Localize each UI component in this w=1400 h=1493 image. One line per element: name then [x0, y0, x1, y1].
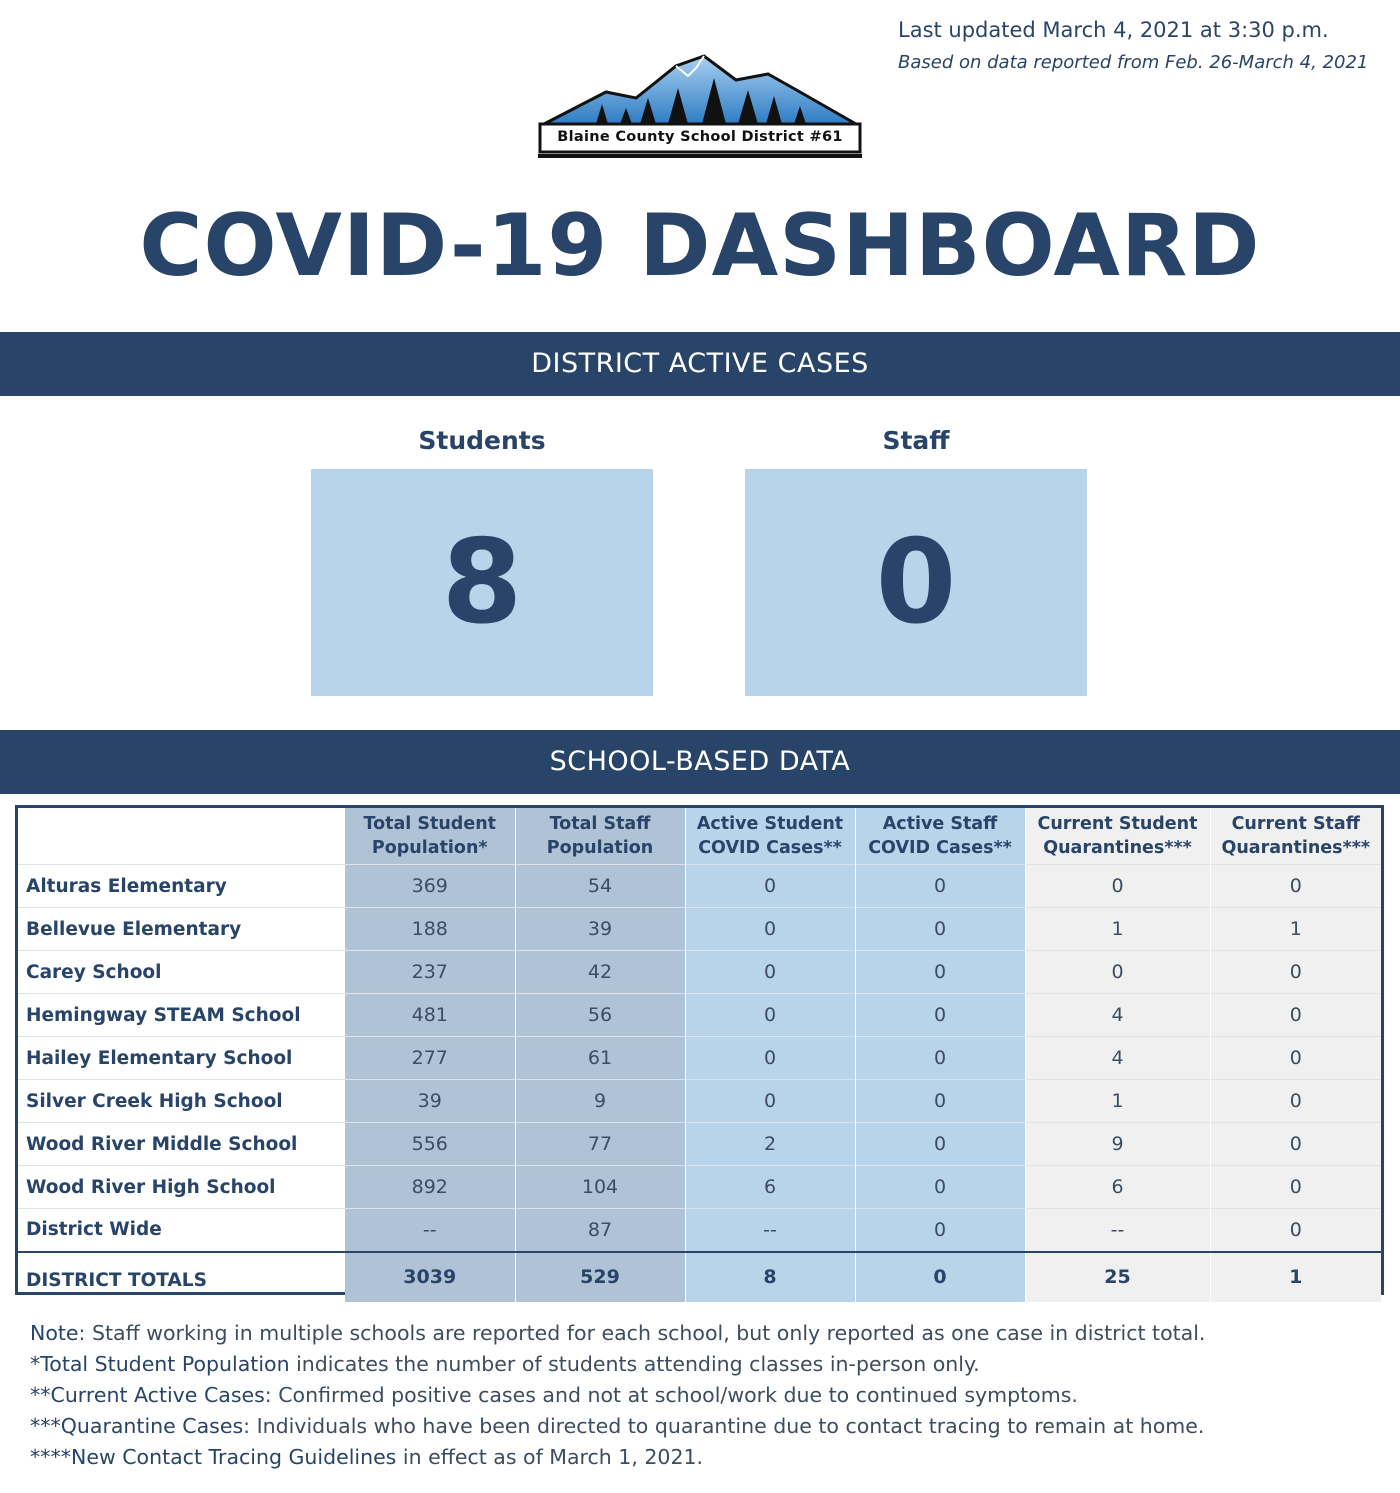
- table-cell: 104: [515, 1166, 685, 1209]
- note-line: **Current Active Cases: Confirmed positive cases and not at school/work due to continued symptoms.: [30, 1383, 1078, 1407]
- table-cell: 1: [1025, 1080, 1210, 1123]
- table-cell: 0: [1025, 865, 1210, 908]
- staff-label: Staff: [882, 426, 950, 455]
- note-line: ***Quarantine Cases: Individuals who have been directed to quarantine due to contact tracing to remain at home.: [30, 1414, 1205, 1438]
- data-range-note: Based on data reported from Feb. 26-March 4, 2021: [898, 52, 1369, 73]
- table-cell: 39: [515, 908, 685, 951]
- last-updated: Last updated March 4, 2021 at 3:30 p.m.: [898, 18, 1329, 42]
- table-cell: 0: [1210, 951, 1381, 994]
- table-cell: 8: [685, 1252, 855, 1302]
- table-cell: 0: [1210, 1209, 1381, 1252]
- totals-row: [18, 1252, 1381, 1302]
- school-name: Wood River High School: [18, 1166, 345, 1209]
- table-cell: 0: [685, 1080, 855, 1123]
- school-name: Alturas Elementary: [18, 865, 345, 908]
- table-cell: --: [685, 1209, 855, 1252]
- table-cell: 277: [345, 1037, 515, 1080]
- school-data-table-frame: [15, 805, 1384, 1295]
- students-label: Students: [418, 426, 546, 455]
- table-cell: --: [1025, 1209, 1210, 1252]
- table-cell: 0: [855, 1252, 1025, 1302]
- logo-text: Blaine County School District #61: [557, 129, 843, 145]
- table-cell: 2: [685, 1123, 855, 1166]
- table-cell: 0: [1210, 994, 1381, 1037]
- table-cell: 0: [685, 908, 855, 951]
- table-cell: 0: [1210, 1166, 1381, 1209]
- table-cell: 556: [345, 1123, 515, 1166]
- table-cell: 188: [345, 908, 515, 951]
- table-cell: 54: [515, 865, 685, 908]
- district-logo: [536, 52, 864, 164]
- table-cell: 4: [1025, 994, 1210, 1037]
- table-cell: 0: [685, 1037, 855, 1080]
- table-cell: 39: [345, 1080, 515, 1123]
- table-cell: 529: [515, 1252, 685, 1302]
- col-header-total-staff-population: Total Staff Population: [515, 808, 685, 865]
- school-name: Hailey Elementary School: [18, 1037, 345, 1080]
- col-header-total-student-population: Total Student Population*: [345, 808, 515, 865]
- table-cell: 369: [345, 865, 515, 908]
- note-line: Note: Staff working in multiple schools are reported for each school, but only reported as one case in district total.: [30, 1321, 1206, 1345]
- table-row: [18, 951, 1381, 994]
- footnotes: [30, 1318, 1205, 1473]
- table-cell: 42: [515, 951, 685, 994]
- note-line: ****New Contact Tracing Guidelines in effect as of March 1, 2021.: [30, 1445, 704, 1469]
- table-cell: 0: [855, 1166, 1025, 1209]
- school-name: Carey School: [18, 951, 345, 994]
- table-cell: 25: [1025, 1252, 1210, 1302]
- school-name: District Wide: [18, 1209, 345, 1252]
- table-cell: 0: [855, 1037, 1025, 1080]
- col-header-active-staff-cases: Active Staff COVID Cases**: [855, 808, 1025, 865]
- table-row: [18, 1166, 1381, 1209]
- table-cell: 61: [515, 1037, 685, 1080]
- table-cell: 237: [345, 951, 515, 994]
- district-active-cases-header: DISTRICT ACTIVE CASES: [0, 332, 1400, 396]
- staff-active-count: 0: [745, 469, 1087, 696]
- table-cell: 481: [345, 994, 515, 1037]
- table-cell: 1: [1210, 1252, 1381, 1302]
- table-cell: 1: [1210, 908, 1381, 951]
- table-cell: 0: [855, 1209, 1025, 1252]
- table-row: [18, 1037, 1381, 1080]
- table-cell: 0: [685, 994, 855, 1037]
- table-cell: 6: [685, 1166, 855, 1209]
- table-cell: 0: [855, 1080, 1025, 1123]
- school-name: Bellevue Elementary: [18, 908, 345, 951]
- table-cell: 6: [1025, 1166, 1210, 1209]
- table-cell: 56: [515, 994, 685, 1037]
- table-cell: 9: [1025, 1123, 1210, 1166]
- school-name: Hemingway STEAM School: [18, 994, 345, 1037]
- table-cell: 0: [1210, 1037, 1381, 1080]
- mountain-logo-icon: [536, 52, 864, 164]
- table-cell: 1: [1025, 908, 1210, 951]
- table-cell: 0: [685, 865, 855, 908]
- col-header-current-student-quarantines: Current Student Quarantines***: [1025, 808, 1210, 865]
- table-cell: 0: [855, 1123, 1025, 1166]
- students-active-count: 8: [311, 469, 653, 696]
- school-based-data-header: SCHOOL-BASED DATA: [0, 730, 1400, 794]
- table-cell: 0: [1210, 1123, 1381, 1166]
- col-header-active-student-cases: Active Student COVID Cases**: [685, 808, 855, 865]
- school-name: DISTRICT TOTALS: [18, 1252, 345, 1302]
- table-cell: 3039: [345, 1252, 515, 1302]
- table-cell: 0: [855, 994, 1025, 1037]
- table-cell: 9: [515, 1080, 685, 1123]
- note-line: *Total Student Population indicates the number of students attending classes in-person only.: [30, 1352, 980, 1376]
- table-cell: 0: [685, 951, 855, 994]
- table-cell: 0: [1210, 865, 1381, 908]
- table-cell: 0: [855, 951, 1025, 994]
- table-cell: 0: [1210, 1080, 1381, 1123]
- table-cell: 0: [855, 865, 1025, 908]
- table-row: [18, 1209, 1381, 1252]
- school-data-table: [18, 808, 1381, 1302]
- table-cell: 0: [1025, 951, 1210, 994]
- table-cell: 4: [1025, 1037, 1210, 1080]
- table-row: [18, 1080, 1381, 1123]
- table-row: [18, 994, 1381, 1037]
- table-cell: --: [345, 1209, 515, 1252]
- school-name-header: [18, 808, 345, 865]
- table-row: [18, 865, 1381, 908]
- col-header-current-staff-quarantines: Current Staff Quarantines***: [1210, 808, 1381, 865]
- table-cell: 0: [855, 908, 1025, 951]
- school-name: Wood River Middle School: [18, 1123, 345, 1166]
- table-row: [18, 1123, 1381, 1166]
- table-cell: 892: [345, 1166, 515, 1209]
- table-cell: 87: [515, 1209, 685, 1252]
- page-title: COVID-19 DASHBOARD: [139, 196, 1261, 296]
- table-cell: 77: [515, 1123, 685, 1166]
- table-row: [18, 908, 1381, 951]
- school-name: Silver Creek High School: [18, 1080, 345, 1123]
